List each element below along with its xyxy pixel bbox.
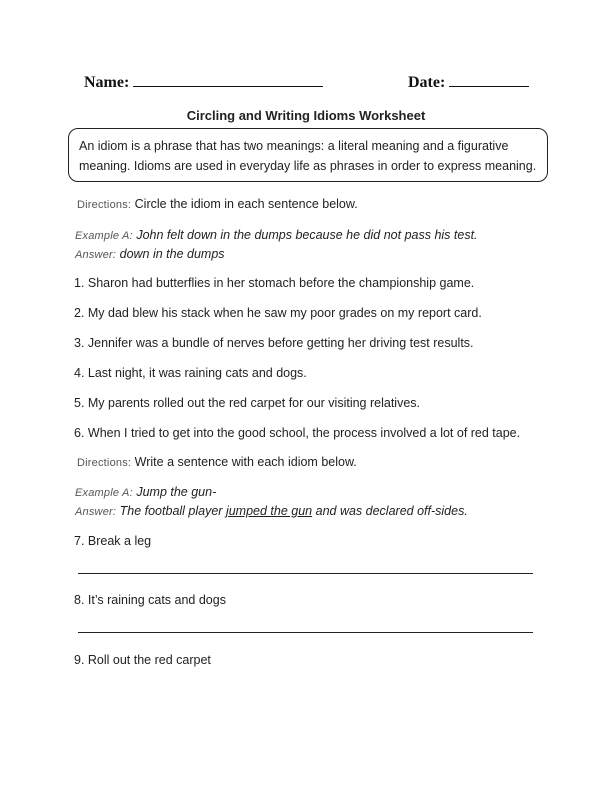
part1-example-text: John felt down in the dumps because he did not pass his test. <box>136 228 478 242</box>
part2-answer-idiom: jumped the gun <box>225 504 313 518</box>
part1-directions <box>77 197 358 211</box>
date-label: Date: <box>408 74 446 91</box>
date-blank-line[interactable] <box>449 72 529 87</box>
part2-directions <box>77 455 357 469</box>
part1-example <box>75 228 478 242</box>
list-item: 9. Roll out the red carpet <box>74 653 211 667</box>
part2-answer-text-before: The football player <box>119 504 223 518</box>
name-label: Name: <box>84 74 130 91</box>
part2-answer <box>75 504 468 518</box>
definition-line-2: meaning. Idioms are used in everyday life as phrases in order to express meaning. <box>79 159 537 173</box>
definition-line-1: An idiom is a phrase that has two meanings: a literal meaning and a figurative <box>79 139 509 153</box>
date-field <box>408 72 529 92</box>
part2-directions-label: Directions: <box>77 457 132 469</box>
name-field <box>84 72 323 92</box>
list-item[interactable]: 5. My parents rolled out the red carpet for our visiting relatives. <box>74 396 420 410</box>
answer-line[interactable] <box>78 573 533 574</box>
worksheet-title: Circling and Writing Idioms Worksheet <box>186 108 426 123</box>
list-item: 7. Break a leg <box>74 534 152 548</box>
part2-answer-text-after: and was declared off-sides. <box>315 504 468 518</box>
list-item[interactable]: 1. Sharon had butterflies in her stomach before the championship game. <box>74 276 475 290</box>
part1-answer-label: Answer: <box>75 249 117 261</box>
list-item[interactable]: 3. Jennifer was a bundle of nerves before getting her driving test results. <box>74 336 474 350</box>
part1-directions-label: Directions: <box>77 199 132 211</box>
list-item[interactable]: 4. Last night, it was raining cats and dogs. <box>74 366 307 380</box>
part2-directions-text: Write a sentence with each idiom below. <box>134 455 357 469</box>
list-item[interactable]: 2. My dad blew his stack when he saw my poor grades on my report card. <box>74 306 482 320</box>
answer-line[interactable] <box>78 632 533 633</box>
part2-answer-label: Answer: <box>75 506 117 518</box>
part1-answer <box>75 247 225 261</box>
list-item: 8. It’s raining cats and dogs <box>74 593 226 607</box>
part1-example-label: Example A: <box>75 230 133 242</box>
part1-directions-text: Circle the idiom in each sentence below. <box>134 197 358 211</box>
definition-box <box>68 128 548 182</box>
part2-example-text: Jump the gun- <box>136 485 217 499</box>
name-blank-line[interactable] <box>133 72 323 87</box>
part2-example-label: Example A: <box>75 487 133 499</box>
part2-example <box>75 485 216 499</box>
part1-answer-text: down in the dumps <box>119 247 225 261</box>
list-item[interactable]: 6. When I tried to get into the good school, the process involved a lot of red tape. <box>74 426 521 440</box>
